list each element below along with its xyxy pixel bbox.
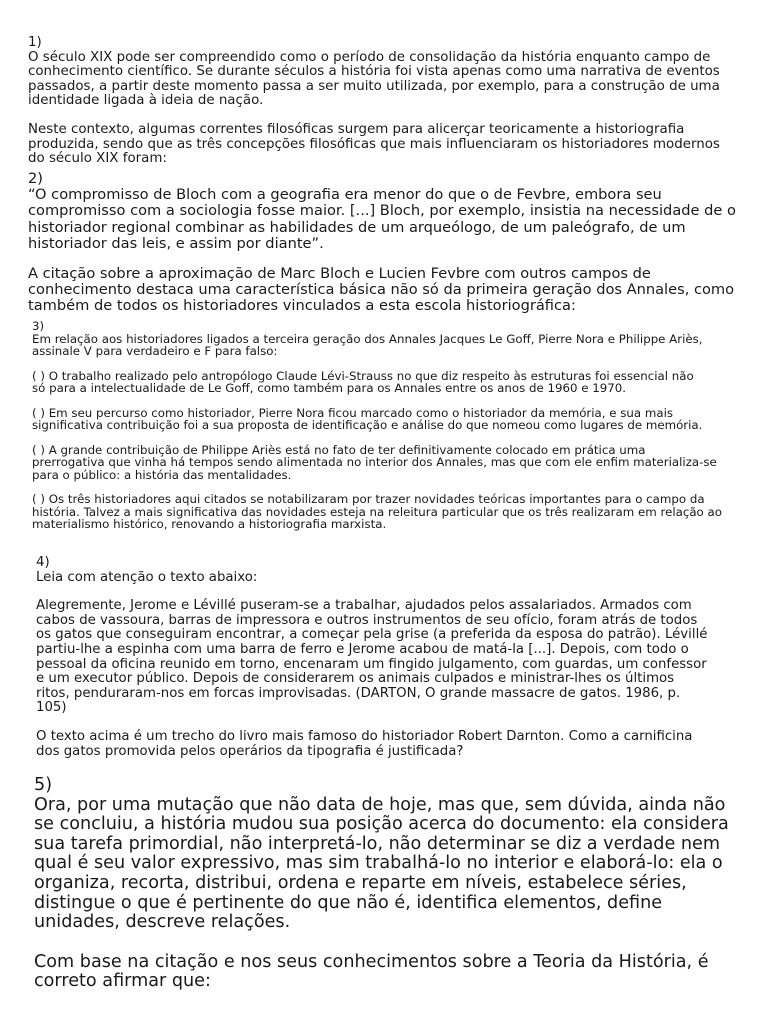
question-2-quote: “O compromisso de Bloch com a geografia era menor do que o de Fevbre, embora seu compromisso com a sociologia fosse maior. [...] Bloch, por exemplo, insistia na necessidade de o historiador regional combinar as habilidades de um arqueólogo, de um paleógrafo, de um historiador das leis, e assim por diante”. bbox=[28, 186, 736, 252]
question-5-quote: Ora, por uma mutação que não data de hoje, mas que, sem dúvida, ainda não se concluiu, a história mudou sua posição acerca do documento: ela considera sua tarefa primordial, não interpretá-lo, não determinar se diz a verdade nem qual é seu valor expressivo, mas sim trabalhá-lo no interior e elaborá-lo: ela o organiza, recorta, distribui, ordena e reparte em níveis, estabelece séries, distingue o que é pertinente do que não é, identifica elementos, define unidades, descreve relações. bbox=[34, 794, 729, 933]
question-1-number: 1) bbox=[28, 35, 42, 50]
question-3-number: 3) bbox=[32, 319, 45, 333]
question-3 bbox=[32, 320, 732, 531]
question-3-item-2: ( ) Em seu percurso como historiador, Pierre Nora ficou marcado como o historiador da memória, e sua mais significativa contribuição foi a sua proposta de identificação e análise do que nomeou como lugares de memória. bbox=[32, 405, 703, 432]
question-5 bbox=[34, 776, 734, 992]
question-4-intro: Leia com atenção o texto abaixo: bbox=[36, 569, 258, 585]
question-3-item-3: ( ) A grande contribuição de Philippe Ariès está no fato de ter definitivamente colocado em prática uma prerrogativa que vinha há tempos sendo alimentada no interior dos Annales, mas que com ele enfim materializa-se para o público: a história das mentalidades. bbox=[32, 442, 717, 482]
question-4-number: 4) bbox=[36, 555, 50, 570]
question-5-number: 5) bbox=[34, 775, 53, 795]
question-4-prompt: O texto acima é um trecho do livro mais famoso do historiador Robert Darnton. Como a carnificina dos gatos promovida pelos operários da tipografia é justificada? bbox=[36, 728, 693, 759]
question-1 bbox=[28, 36, 743, 167]
question-4-quote: Alegremente, Jerome e Lévillé puseram-se a trabalhar, ajudados pelos assalariados. Armados com cabos de vassoura, barras de impressora e outros instrumentos de seu ofício, foram atrás de todos os gatos que conseguiram encontrar, a começar pela grise (a preferida da esposa do patrão). Lévillé partiu-lhe a espinha com uma barra de ferro e Jerome acabou de matá-la [...]. Depois, com todo o pessoal da oficina reunido em torno, encenaram um fingido julgamento, com guardas, um confessor e um executor público. Depois de considerarem os animais culpados e ministrar-lhes os últimos ritos, penduraram-nos em forcas improvisadas. (DARTON, O grande massacre de gatos. 1986, p. 105) bbox=[36, 598, 708, 716]
question-5-prompt: Com base na citação e nos seus conhecimentos sobre a Teoria da História, é correto afirmar que: bbox=[34, 951, 709, 992]
question-3-intro: Em relação aos historiadores ligados a terceira geração dos Annales Jacques Le Goff, Pierre Nora e Philippe Ariès, assinale V para verdadeiro e F para falso: bbox=[32, 331, 703, 358]
question-1-prompt: Neste contexto, algumas correntes filosóficas surgem para alicerçar teoricamente a historiografia produzida, sendo que as três concepções filosóficas que mais influenciaram os historiadores modernos do século XIX foram: bbox=[28, 121, 720, 167]
question-3-item-4: ( ) Os três historiadores aqui citados se notabilizaram por trazer novidades teóricas importantes para o campo da história. Talvez a mais significativa das novidades esteja na releitura particular que os três realizaram em relação ao materialismo histórico, renovando a historiografia marxista. bbox=[32, 492, 722, 531]
question-4 bbox=[36, 556, 731, 759]
question-2-prompt: A citação sobre a aproximação de Marc Bloch e Lucien Fevbre com outros campos de conhecimento destaca uma característica básica não só da primeira geração dos Annales, como também de todos os historiadores vinculados a esta escola historiográfica: bbox=[28, 265, 735, 315]
question-2-number: 2) bbox=[28, 170, 43, 187]
question-1-context: O século XIX pode ser compreendido como o período de consolidação da história enquanto campo de conhecimento científico. Se durante séculos a história foi vista apenas como uma narrativa de eventos passados, a partir deste momento passa a ser muito utilizada, por exemplo, para a construção de uma identidade ligada à ideia de nação. bbox=[28, 49, 720, 109]
question-3-item-1: ( ) O trabalho realizado pelo antropólogo Claude Lévi-Strauss no que diz respeito às estruturas foi essencial não só para a intelectualidade de Le Goff, como também para os Annales entre os anos de 1960 e 1970. bbox=[32, 368, 694, 395]
question-2 bbox=[28, 171, 743, 315]
